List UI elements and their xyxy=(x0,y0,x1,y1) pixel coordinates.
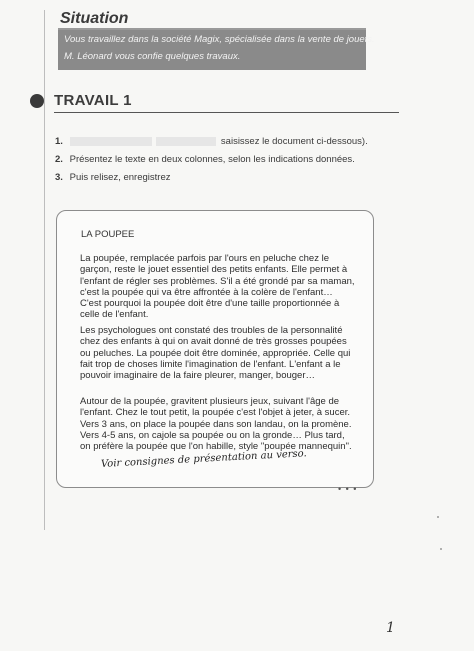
page-number: 1 xyxy=(386,620,395,636)
situation-title: Situation xyxy=(60,10,129,27)
text-line: fait trop de choses limite l'imagination de l'enfant. L'enfant a le xyxy=(80,358,341,370)
document-paragraph xyxy=(80,396,360,452)
instruction-text: Présentez le texte en deux colonnes, selon les indications données. xyxy=(69,154,355,165)
handwritten-note: Voir consignes de présentation au verso. xyxy=(100,448,307,470)
margin-line xyxy=(44,10,45,530)
instruction-text: Puis relisez, enregistrez xyxy=(69,172,171,183)
continuation-dots: • • • xyxy=(338,484,358,494)
instruction-number: 3. xyxy=(55,172,63,183)
text-line: l'enfant de régler ses problèmes. S'il a été grondé par sa maman, xyxy=(80,275,355,287)
travail-header xyxy=(30,92,370,112)
instruction-number: 2. xyxy=(55,154,63,165)
text-line: C'est pourquoi la poupée doit être d'une taille proportionnée à xyxy=(80,298,340,310)
text-line: La poupée, remplacée parfois par l'ours en peluche chez le xyxy=(80,253,329,264)
text-line: Vers 3 ans, on place la poupée dans son landau, on la promène. xyxy=(80,418,352,430)
instruction-list xyxy=(55,136,375,190)
text-line: ou peluches. La poupée doit être dominée, appropriée. Celle qui xyxy=(80,347,351,359)
document-card xyxy=(56,210,374,488)
text-line: Vers 4-5 ans, on cajole sa poupée ou on la gronde… Plus tard, xyxy=(80,429,345,441)
text-line: pouvoir imaginaire de la faire pleurer, manger, bouger… xyxy=(80,370,315,382)
text-line: l'enfant. Chez le tout petit, la poupée c'est l'objet à jeter, à sucer. xyxy=(80,407,351,419)
text-line: c'est la poupée qui va être affrontée à la colère de l'enfant… xyxy=(80,286,333,298)
text-line: celle de l'enfant. xyxy=(80,309,149,321)
text-line: garçon, reste le jouet essentiel des petits enfants. Elle permet à xyxy=(80,264,348,276)
situation-line: Vous travaillez dans la société Magix, spécialisée dans la vente de jouets. xyxy=(64,34,375,45)
instruction-number: 1. xyxy=(55,136,63,147)
text-line: chez des enfants à qui on avait donné de très grosses poupées xyxy=(80,336,347,348)
instruction-text: saisissez le document ci-dessous). xyxy=(220,136,368,147)
instruction-item xyxy=(55,154,375,172)
bullet-icon xyxy=(30,94,44,108)
scan-speck xyxy=(437,516,439,518)
travail-underline xyxy=(54,112,399,113)
document-title: LA POUPEE xyxy=(81,229,135,240)
redacted-text xyxy=(70,137,152,146)
redacted-text xyxy=(156,137,216,146)
document-paragraph xyxy=(80,253,360,321)
travail-title: TRAVAIL 1 xyxy=(54,92,132,109)
document-paragraph xyxy=(80,325,360,381)
instruction-item xyxy=(55,136,375,154)
scan-speck xyxy=(440,548,442,550)
instruction-item xyxy=(55,172,375,190)
text-line: Les psychologues ont constaté des troubles de la personnalité xyxy=(80,325,343,336)
text-line: Autour de la poupée, gravitent plusieurs jeux, suivant l'âge de xyxy=(80,396,340,407)
text-line: on préfère la poupée que l'on habille, style "poupée mannequin". xyxy=(80,441,352,453)
situation-line: M. Léonard vous confie quelques travaux. xyxy=(64,51,241,62)
situation-box xyxy=(58,28,375,70)
